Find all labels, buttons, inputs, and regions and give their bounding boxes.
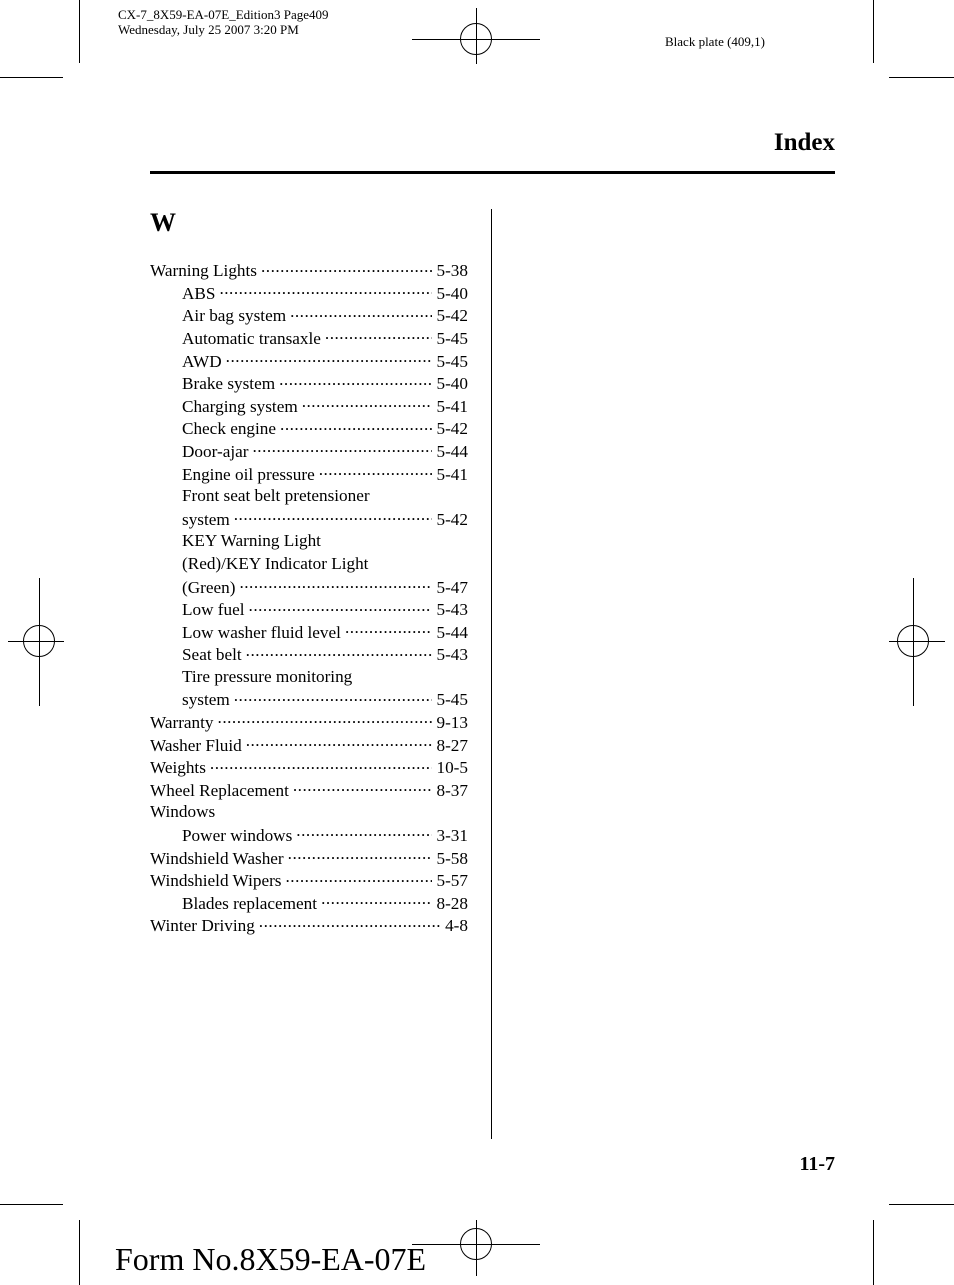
index-term: system bbox=[182, 690, 230, 710]
index-page-ref: 5-41 bbox=[436, 464, 468, 484]
index-entry bbox=[150, 304, 468, 327]
index-page-ref: 5-45 bbox=[436, 328, 468, 348]
index-term: Winter Driving bbox=[150, 916, 255, 936]
dot-leader bbox=[261, 259, 433, 276]
index-term: Warning Lights bbox=[150, 261, 257, 281]
crop-mark bbox=[79, 0, 80, 63]
dot-leader bbox=[219, 282, 432, 299]
index-page-ref: 5-47 bbox=[436, 577, 468, 597]
dot-leader bbox=[290, 304, 432, 321]
dot-leader bbox=[210, 756, 433, 773]
dot-leader bbox=[285, 869, 432, 886]
dot-leader bbox=[234, 508, 433, 525]
index-term: Weights bbox=[150, 758, 206, 778]
index-page-ref: 5-45 bbox=[436, 690, 468, 710]
index-entry bbox=[150, 553, 468, 576]
index-entry bbox=[150, 869, 468, 892]
crop-mark bbox=[873, 0, 874, 63]
index-entry bbox=[150, 530, 468, 553]
index-entry bbox=[150, 914, 468, 937]
index-term: Windows bbox=[150, 802, 216, 822]
dot-leader bbox=[279, 372, 432, 389]
dot-leader bbox=[226, 349, 433, 366]
letter-heading: W bbox=[150, 208, 176, 237]
print-slug-line1: CX-7_8X59-EA-07E_Edition3 Page409 bbox=[118, 7, 329, 22]
index-entry bbox=[150, 688, 468, 711]
index-entry bbox=[150, 327, 468, 350]
index-term: Washer Fluid bbox=[150, 735, 242, 755]
dot-leader bbox=[246, 643, 433, 660]
index-term: Brake system bbox=[182, 374, 276, 394]
dot-leader bbox=[259, 914, 441, 931]
dot-leader bbox=[246, 733, 433, 750]
index-page-ref: 5-58 bbox=[436, 848, 468, 868]
index-term: Warranty bbox=[150, 713, 214, 733]
index-entry bbox=[150, 643, 468, 666]
index-entry bbox=[150, 846, 468, 869]
index-entry bbox=[150, 462, 468, 485]
index-page-ref: 5-40 bbox=[436, 374, 468, 394]
page-number: 11-7 bbox=[799, 1153, 835, 1175]
dot-leader bbox=[218, 711, 433, 728]
index-term: Windshield Wipers bbox=[150, 871, 282, 891]
crop-mark bbox=[889, 77, 954, 78]
plate-label: Black plate (409,1) bbox=[665, 34, 765, 49]
index-page-ref: 8-27 bbox=[436, 735, 468, 755]
index-term: (Green) bbox=[182, 577, 236, 597]
index-entry bbox=[150, 440, 468, 463]
index-term: Charging system bbox=[182, 396, 298, 416]
index-term: Front seat belt pretensioner bbox=[182, 485, 370, 505]
print-slug-line2: Wednesday, July 25 2007 3:20 PM bbox=[118, 22, 299, 37]
dot-leader bbox=[234, 688, 433, 705]
column-divider bbox=[491, 209, 492, 1139]
index-page-ref: 5-43 bbox=[436, 645, 468, 665]
index-entry bbox=[150, 892, 468, 915]
index-term: KEY Warning Light bbox=[182, 531, 321, 551]
index-page-ref: 5-43 bbox=[436, 600, 468, 620]
index-term: Low fuel bbox=[182, 600, 245, 620]
dot-leader bbox=[280, 417, 432, 434]
index-term: ABS bbox=[182, 283, 216, 303]
dot-leader bbox=[345, 621, 433, 638]
index-entry bbox=[150, 779, 468, 802]
index-page-ref: 5-42 bbox=[436, 509, 468, 529]
index-page-ref: 9-13 bbox=[436, 713, 468, 733]
index-entry bbox=[150, 372, 468, 395]
index-list bbox=[150, 259, 468, 937]
index-page-ref: 5-42 bbox=[436, 306, 468, 326]
crop-mark bbox=[873, 1220, 874, 1285]
dot-leader bbox=[288, 846, 433, 863]
dot-leader bbox=[239, 575, 432, 592]
index-entry bbox=[150, 711, 468, 734]
index-entry bbox=[150, 621, 468, 644]
index-page-ref: 8-37 bbox=[436, 780, 468, 800]
crop-mark bbox=[79, 1220, 80, 1285]
index-entry bbox=[150, 417, 468, 440]
dot-leader bbox=[252, 440, 432, 457]
index-entry bbox=[150, 349, 468, 372]
index-page-ref: 5-45 bbox=[436, 351, 468, 371]
index-term: Tire pressure monitoring bbox=[182, 666, 353, 686]
index-term: Seat belt bbox=[182, 645, 242, 665]
index-entry bbox=[150, 485, 468, 508]
crop-mark bbox=[0, 77, 63, 78]
dot-leader bbox=[296, 824, 432, 841]
index-entry bbox=[150, 282, 468, 305]
index-page-ref: 3-31 bbox=[436, 826, 468, 846]
index-entry bbox=[150, 801, 468, 824]
index-term: AWD bbox=[182, 351, 222, 371]
index-term: Air bag system bbox=[182, 306, 287, 326]
crop-mark bbox=[889, 1204, 954, 1205]
index-term: (Red)/KEY Indicator Light bbox=[182, 553, 369, 573]
index-page-ref: 10-5 bbox=[436, 758, 468, 778]
form-number: Form No.8X59-EA-07E bbox=[115, 1241, 427, 1277]
crop-mark bbox=[0, 1204, 63, 1205]
index-page-ref: 5-42 bbox=[436, 419, 468, 439]
dot-leader bbox=[325, 327, 433, 344]
index-term: Blades replacement bbox=[182, 893, 318, 913]
index-term: Engine oil pressure bbox=[182, 464, 315, 484]
index-page-ref: 5-41 bbox=[436, 396, 468, 416]
index-entry bbox=[150, 259, 468, 282]
index-entry bbox=[150, 395, 468, 418]
index-page-ref: 4-8 bbox=[445, 916, 468, 936]
index-entry bbox=[150, 756, 468, 779]
title-rule bbox=[150, 171, 835, 174]
dot-leader bbox=[293, 779, 433, 796]
index-page-ref: 8-28 bbox=[436, 893, 468, 913]
section-title: Index bbox=[773, 129, 835, 156]
index-term: Power windows bbox=[182, 826, 293, 846]
index-page-ref: 5-57 bbox=[436, 871, 468, 891]
index-term: Windshield Washer bbox=[150, 848, 284, 868]
dot-leader bbox=[302, 395, 433, 412]
index-term: Door-ajar bbox=[182, 441, 249, 461]
index-entry bbox=[150, 598, 468, 621]
index-term: Low washer fluid level bbox=[182, 622, 341, 642]
index-page-ref: 5-40 bbox=[436, 283, 468, 303]
index-term: Automatic transaxle bbox=[182, 328, 321, 348]
index-term: Wheel Replacement bbox=[150, 780, 289, 800]
dot-leader bbox=[249, 598, 433, 615]
index-entry bbox=[150, 666, 468, 689]
index-entry bbox=[150, 575, 468, 598]
index-entry bbox=[150, 733, 468, 756]
index-term: system bbox=[182, 509, 230, 529]
index-term: Check engine bbox=[182, 419, 277, 439]
index-page-ref: 5-38 bbox=[436, 261, 468, 281]
index-page-ref: 5-44 bbox=[436, 441, 468, 461]
index-entry bbox=[150, 824, 468, 847]
dot-leader bbox=[321, 892, 432, 909]
index-entry bbox=[150, 508, 468, 531]
dot-leader bbox=[319, 462, 433, 479]
index-page-ref: 5-44 bbox=[436, 622, 468, 642]
